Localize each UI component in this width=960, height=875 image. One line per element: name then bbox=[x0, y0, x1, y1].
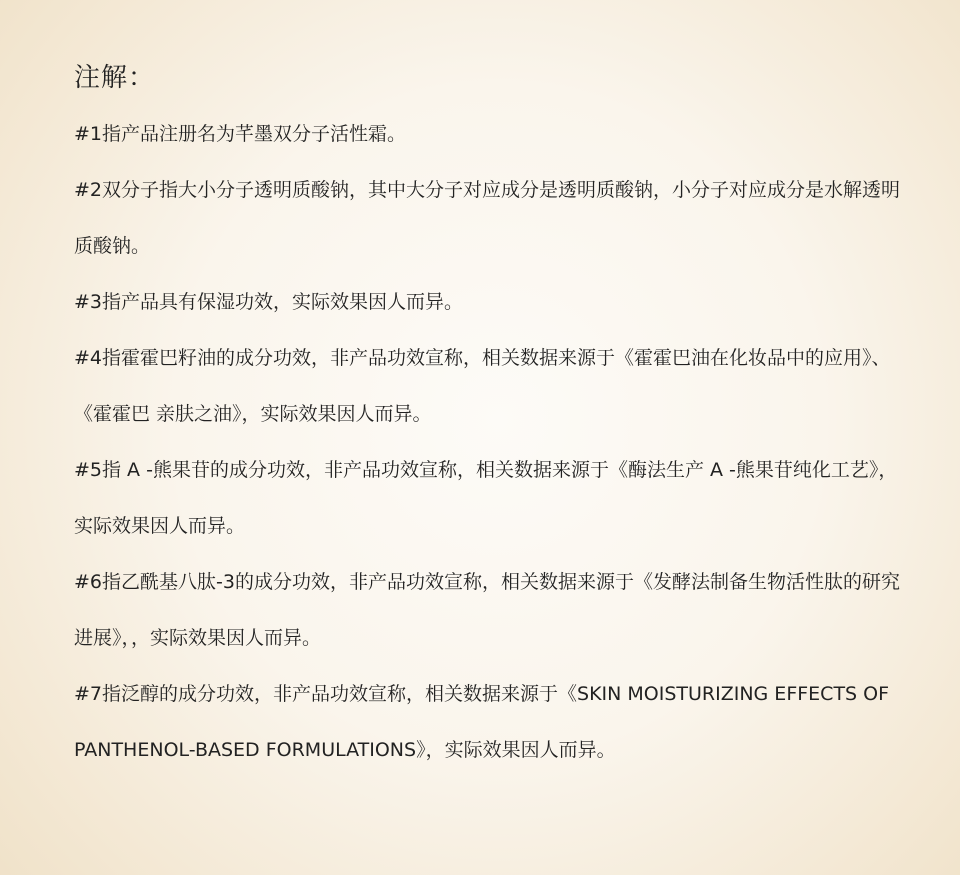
note-item-3: #3指产品具有保湿功效，实际效果因人而异。 bbox=[74, 291, 464, 313]
note-item-4: #4指霍霍巴籽油的成分功效，非产品功效宣称，相关数据来源于《霍霍巴油在化妆品中的应用》、《霍霍巴 亲肤之油》，实际效果因人而异。 bbox=[74, 347, 891, 425]
notes-section bbox=[74, 58, 904, 778]
note-item-7: #7指泛醇的成分功效，非产品功效宣称，相关数据来源于《SKIN MOISTURIZING EFFECTS OF PANTHENOL-BASED FORMULATIONS》，实际效果因人而异。 bbox=[74, 683, 890, 761]
notes-title: 注解： bbox=[74, 63, 156, 93]
note-item-1: #1指产品注册名为芊墨双分子活性霜。 bbox=[74, 123, 407, 145]
note-item-5: #5指 A -熊果苷的成分功效，非产品功效宣称，相关数据来源于《酶法生产 A -熊果苷纯化工艺》，实际效果因人而异。 bbox=[74, 459, 898, 537]
note-item-2: #2双分子指大小分子透明质酸钠，其中大分子对应成分是透明质酸钠，小分子对应成分是水解透明质酸钠。 bbox=[74, 179, 901, 257]
note-list bbox=[74, 106, 904, 778]
note-item-6: #6指乙酰基八肽-3的成分功效，非产品功效宣称，相关数据来源于《发酵法制备生物活性肽的研究进展》，，实际效果因人而异。 bbox=[74, 571, 900, 649]
